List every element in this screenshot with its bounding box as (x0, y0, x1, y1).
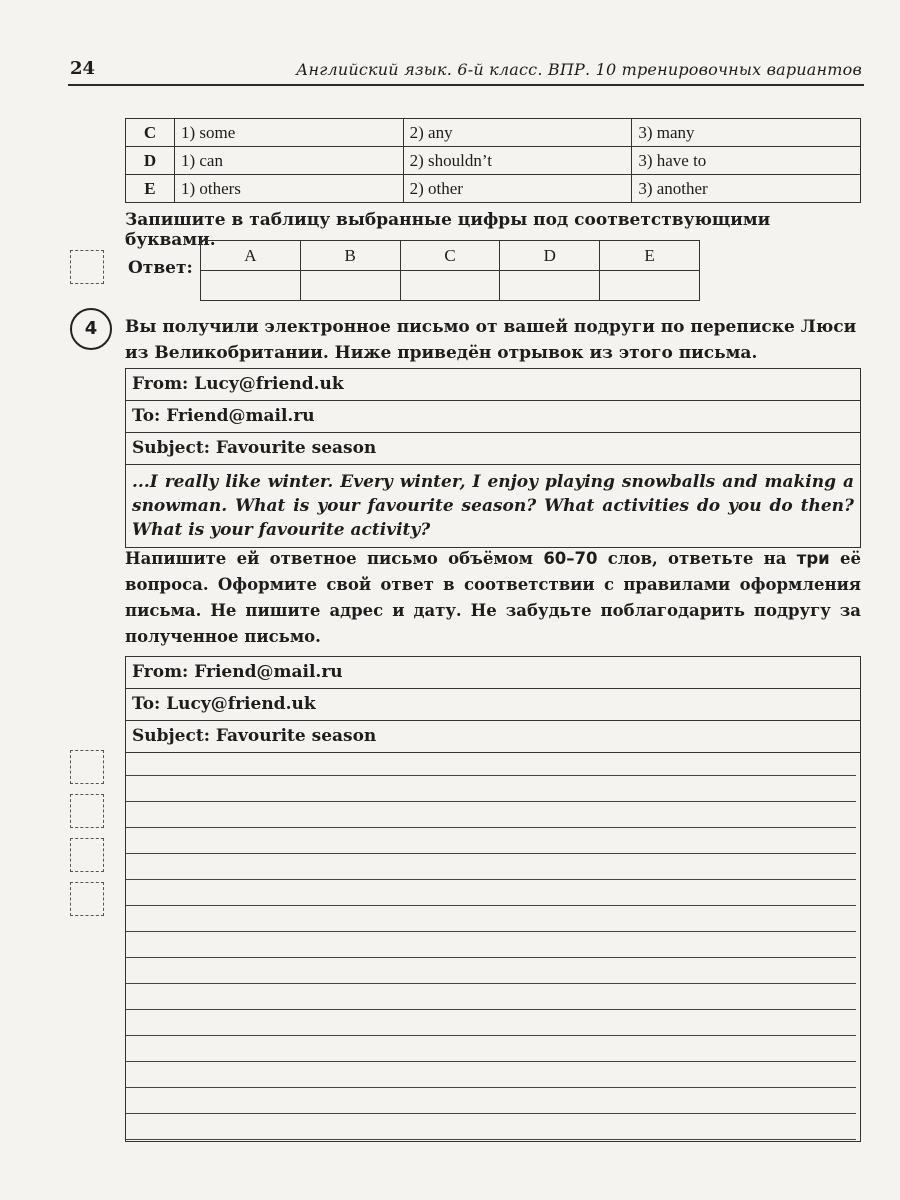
answer-cell-c[interactable] (400, 271, 500, 301)
score-box[interactable] (70, 794, 104, 828)
row-letter: C (126, 119, 175, 147)
answer-column-c: C (400, 241, 500, 271)
question-count: три (796, 549, 830, 568)
answer-input-row (201, 271, 700, 301)
answer-column-e: E (600, 241, 700, 271)
option-cell: 2) shouldn’t (403, 147, 632, 175)
writing-instruction (125, 546, 861, 650)
writing-line (126, 879, 856, 880)
writing-line (126, 1035, 856, 1036)
option-cell: 1) others (174, 175, 403, 203)
writing-line (126, 931, 856, 932)
writing-instruction-part2: слов, ответьте на (597, 549, 797, 568)
page-number: 24 (70, 58, 96, 79)
writing-line (126, 827, 856, 828)
writing-instruction-part3: её вопроса. Оформите свой ответ в соответствии с правилами оформления письма. Не пишите адрес и дату. Не забудьте поблагодарить подругу за полученное письмо. (125, 549, 861, 646)
answer-cell-d[interactable] (500, 271, 600, 301)
answer-cell-a[interactable] (201, 271, 301, 301)
page-header (68, 56, 864, 86)
score-box[interactable] (70, 882, 104, 916)
option-cell: 2) any (403, 119, 632, 147)
writing-line (126, 1061, 856, 1062)
incoming-email (125, 368, 861, 548)
row-letter: D (126, 147, 175, 175)
writing-line (126, 1113, 856, 1114)
answer-table (200, 240, 700, 301)
option-cell: 1) some (174, 119, 403, 147)
writing-line (126, 983, 856, 984)
writing-line (126, 957, 856, 958)
score-box[interactable] (70, 750, 104, 784)
row-letter: E (126, 175, 175, 203)
email-to: To: Friend@mail.ru (126, 401, 860, 433)
table-row (126, 147, 861, 175)
writing-line (126, 1087, 856, 1088)
writing-line (126, 1139, 856, 1140)
option-cell: 2) other (403, 175, 632, 203)
table-row (126, 175, 861, 203)
writing-line (126, 905, 856, 906)
answer-column-a: A (201, 241, 301, 271)
table-row (126, 119, 861, 147)
writing-line (126, 1009, 856, 1010)
option-cell: 3) have to (632, 147, 861, 175)
writing-instruction-part1: Напишите ей ответное письмо объёмом (125, 549, 544, 568)
writing-line (126, 853, 856, 854)
email-from: From: Lucy@friend.uk (126, 369, 860, 401)
answer-column-d: D (500, 241, 600, 271)
option-cell: 3) another (632, 175, 861, 203)
reply-email (125, 656, 861, 1142)
task-number-badge: 4 (70, 308, 112, 350)
book-title: Английский язык. 6-й класс. ВПР. 10 тренировочных вариантов (296, 60, 862, 79)
reply-from: From: Friend@mail.ru (126, 657, 860, 689)
word-count: 60–70 (543, 549, 598, 568)
task-intro: Вы получили электронное письмо от вашей подруги по переписке Люси из Великобритании. Ниже приведён отрывок из этого письма. (125, 317, 857, 363)
score-box[interactable] (70, 838, 104, 872)
option-cell: 3) many (632, 119, 861, 147)
reply-to: To: Lucy@friend.uk (126, 689, 860, 721)
writing-line (126, 801, 856, 802)
answer-label: Ответ: (128, 258, 193, 278)
answer-header-row (201, 241, 700, 271)
answer-cell-b[interactable] (300, 271, 400, 301)
writing-line (126, 775, 856, 776)
score-box[interactable] (70, 250, 104, 284)
answer-cell-e[interactable] (600, 271, 700, 301)
email-body: ...I really like winter. Every winter, I enjoy playing snowballs and making a snowman. What is your favourite season? What activities do you do then? What is your favourite activity? (132, 472, 854, 540)
reply-subject: Subject: Favourite season (126, 721, 860, 753)
email-subject: Subject: Favourite season (126, 433, 860, 465)
answer-column-b: B (300, 241, 400, 271)
options-table (125, 118, 861, 203)
answer-instruction: Запишите в таблицу выбранные цифры под соответствующими буквами. (125, 210, 771, 250)
option-cell: 1) can (174, 147, 403, 175)
